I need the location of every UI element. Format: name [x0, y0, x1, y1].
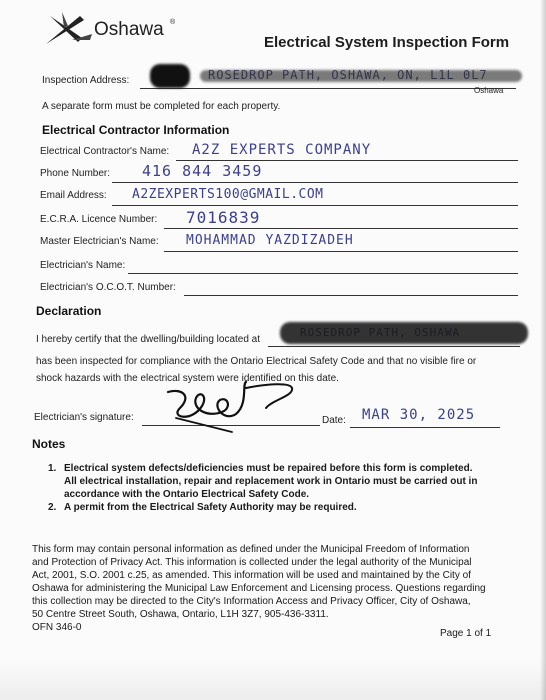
privacy-line2: and Protection of Privacy Act. This information is collected under the legal authority of the Municipal [32, 557, 472, 568]
signature-mark [162, 378, 302, 438]
master-electrician-label: Master Electrician's Name: [40, 236, 159, 247]
declaration-line1: I hereby certify that the dwelling/building located at [36, 334, 261, 345]
logo-text: Oshawa [94, 19, 164, 40]
privacy-line3: Act, 2001, S.O. 2001 c.25, as amended. This information will be used and maintained by the City of [32, 570, 471, 581]
note-2-line1: A permit from the Electrical Safety Authority may be required. [64, 502, 357, 513]
oshawa-logo-icon [42, 10, 98, 52]
declaration-line2: has been inspected for compliance with the Ontario Electrical Safety Code and that no visible fire or [36, 356, 477, 367]
declaration-line3: shock hazards with the electrical system were identified on this date. [36, 373, 339, 384]
redaction-mark [150, 64, 190, 88]
note-1-line2: All electrical installation, repair and replacement work in Ontario must be carried out in [64, 476, 478, 487]
licence-label: E.C.R.A. Licence Number: [40, 214, 158, 225]
location-redaction [280, 322, 528, 344]
notes-section-title: Notes [32, 437, 66, 451]
ocot-label: Electrician's O.C.O.T. Number: [40, 282, 176, 293]
city-stamp: Oshawa [474, 86, 504, 95]
privacy-line5: this collection may be directed to the City's Information Access and Privacy Officer, City of Oshawa, [32, 596, 471, 607]
date-value: MAR 30, 2025 [362, 407, 476, 423]
oshawa-logo: Oshawa ® [42, 10, 182, 52]
page-number: Page 1 of 1 [440, 628, 492, 639]
scan-edge [540, 0, 546, 700]
inspection-address-label: Inspection Address: [42, 75, 130, 86]
email-value: A2ZEXPERTS100@GMAIL.COM [132, 187, 324, 202]
master-electrician-value: MOHAMMAD YAZDIZADEH [186, 233, 354, 248]
privacy-line4: Oshawa for administering the Municipal Law Enforcement and Licensing process. Questions regarding [32, 583, 486, 594]
declaration-section-title: Declaration [36, 304, 102, 318]
note-1-number: 1. [48, 463, 57, 474]
licence-value: 7016839 [186, 208, 261, 227]
separate-form-note: A separate form must be completed for each property. [42, 101, 281, 112]
note-2-number: 2. [48, 502, 57, 513]
contractor-name-label: Electrical Contractor's Name: [40, 146, 170, 157]
phone-value: 416 844 3459 [142, 162, 263, 180]
privacy-line6: 50 Centre Street South, Oshawa, Ontario, L1H 3Z7, 905-436-3311. [32, 609, 329, 620]
contractor-name-value: A2Z EXPERTS COMPANY [192, 142, 372, 158]
signature-label: Electrician's signature: [34, 412, 134, 423]
date-label: Date: [322, 415, 346, 426]
form-number: OFN 346-0 [32, 622, 82, 633]
scan-bottom [0, 660, 546, 700]
email-label: Email Address: [40, 190, 107, 201]
contractor-section-title: Electrical Contractor Information [42, 123, 230, 137]
form-title: Electrical System Inspection Form [264, 34, 510, 51]
note-1-line3: accordance with the Ontario Electrical Safety Code. [64, 489, 310, 500]
electrician-name-label: Electrician's Name: [40, 260, 126, 271]
address-scribble [200, 70, 522, 82]
note-1-line1: Electrical system defects/deficiencies must be repaired before this form is completed. [64, 463, 473, 474]
phone-label: Phone Number: [40, 168, 111, 179]
privacy-line1: This form may contain personal information as defined under the Municipal Freedom of Information [32, 544, 470, 555]
